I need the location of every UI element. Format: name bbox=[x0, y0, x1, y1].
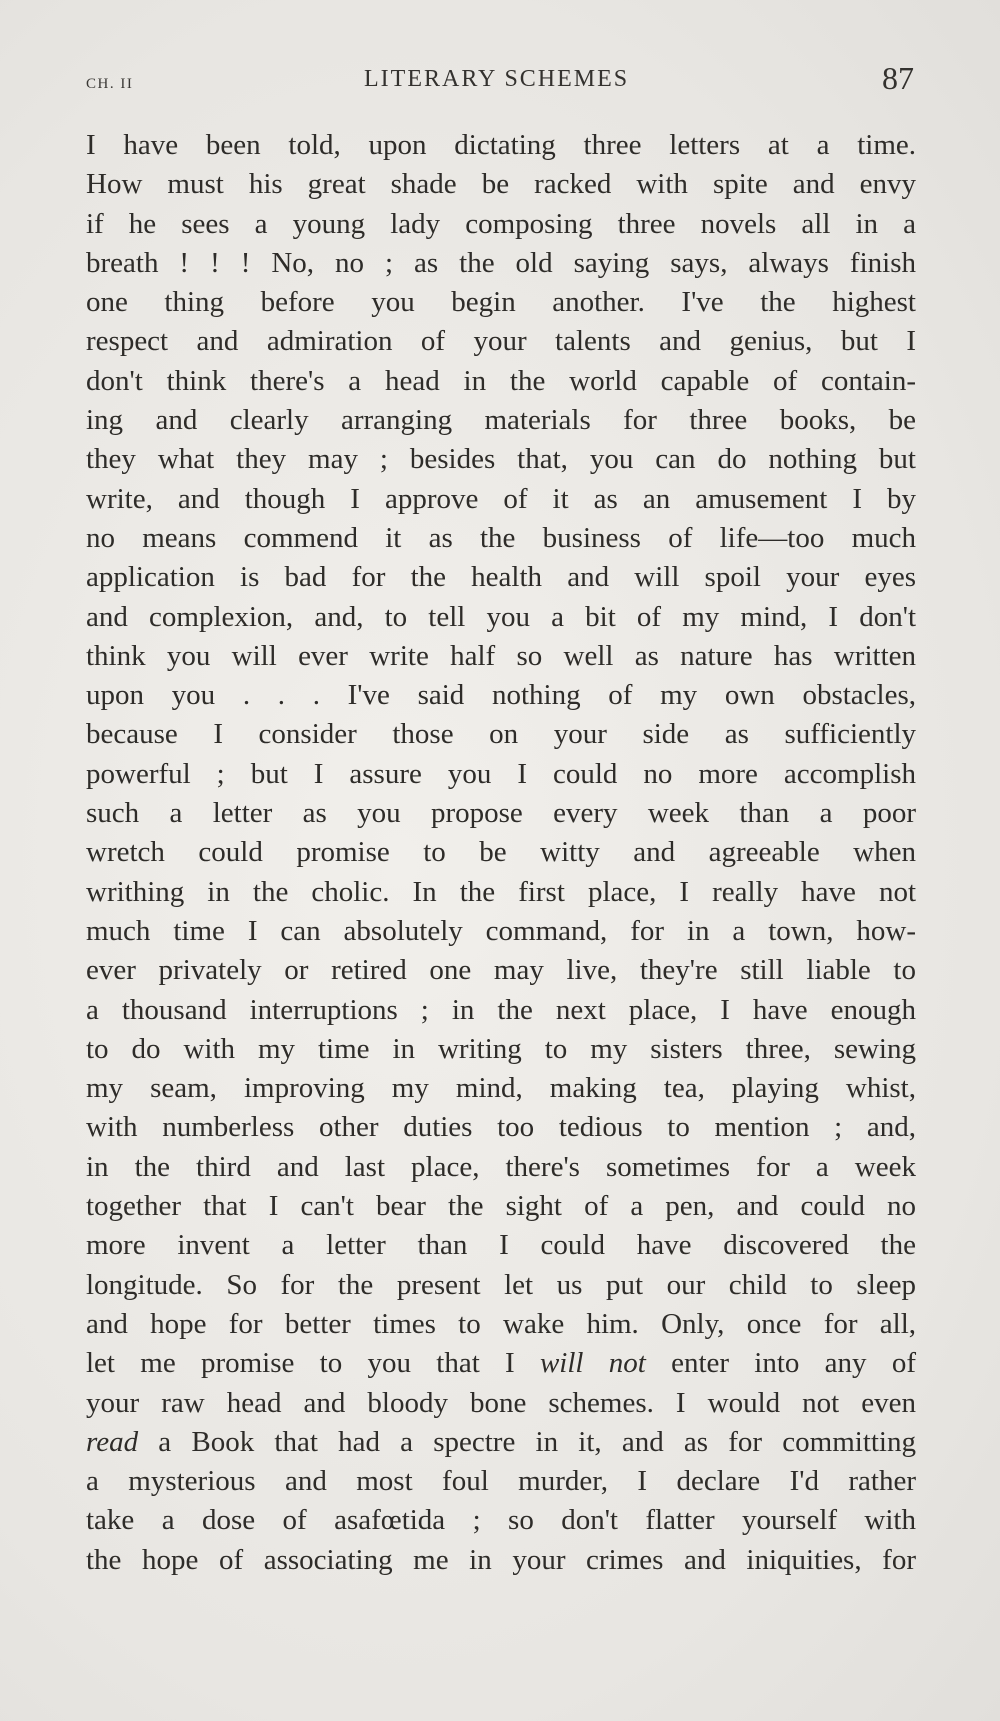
text-line: much time I can absolutely command, for in a town, how- bbox=[86, 914, 916, 947]
text-line: the hope of associating me in your crimes and iniquities, for bbox=[86, 1543, 916, 1576]
text-line: one thing before you begin another. I've the highest bbox=[86, 286, 916, 319]
text-run: let me promise to you that I bbox=[86, 1347, 540, 1380]
text-line: they what they may ; besides that, you can do nothing but bbox=[86, 443, 916, 476]
body-text bbox=[86, 126, 916, 1580]
text-line: my seam, improving my mind, making tea, playing whist, bbox=[86, 1072, 916, 1105]
text-line: to do with my time in writing to my sisters three, sewing bbox=[86, 1032, 916, 1065]
running-title: LITERARY SCHEMES bbox=[364, 66, 630, 92]
text-line: writhing in the cholic. In the first place, I really have not bbox=[86, 875, 916, 908]
text-run: a Book that had a spectre in it, and as for committing bbox=[138, 1425, 916, 1458]
text-line: and hope for better times to wake him. Only, once for all, bbox=[86, 1307, 916, 1340]
text-line: breath ! ! ! No, no ; as the old saying says, always finish bbox=[86, 246, 916, 279]
text-line: with numberless other duties too tedious to mention ; and, bbox=[86, 1111, 916, 1144]
text-line: if he sees a young lady composing three novels all in a bbox=[86, 207, 916, 240]
text-line: no means commend it as the business of life—too much bbox=[86, 521, 916, 554]
text-line: a mysterious and most foul murder, I declare I'd rather bbox=[86, 1465, 916, 1498]
text-line: How must his great shade be racked with spite and envy bbox=[86, 168, 916, 201]
running-head bbox=[86, 62, 916, 102]
text-line-with-italic bbox=[86, 1423, 916, 1462]
italic-emphasis: read bbox=[86, 1425, 139, 1458]
text-line-with-italic bbox=[86, 1344, 916, 1383]
text-run: enter into any of bbox=[645, 1347, 916, 1380]
text-line: I have been told, upon dictating three letters at a time. bbox=[86, 129, 916, 161]
text-line: because I consider those on your side as sufficiently bbox=[86, 718, 916, 751]
italic-emphasis: will not bbox=[539, 1347, 646, 1380]
text-line: more invent a letter than I could have discovered the bbox=[86, 1229, 916, 1262]
text-line: think you will ever write half so well as nature has written bbox=[86, 639, 916, 672]
text-line: in the third and last place, there's sometimes for a week bbox=[86, 1150, 916, 1183]
text-line: don't think there's a head in the world capable of contain- bbox=[86, 364, 916, 397]
text-line: your raw head and bloody bone schemes. I would not even bbox=[86, 1386, 916, 1419]
text-line: powerful ; but I assure you I could no more accomplish bbox=[86, 757, 916, 790]
text-line: ing and clearly arranging materials for three books, be bbox=[86, 404, 916, 437]
text-line: longitude. So for the present let us put our child to sleep bbox=[86, 1268, 916, 1301]
text-line: take a dose of asafœtida ; so don't flatter yourself with bbox=[86, 1504, 916, 1537]
text-line: together that I can't bear the sight of a pen, and could no bbox=[86, 1190, 916, 1223]
chapter-label: CH. II bbox=[86, 76, 134, 92]
text-line: wretch could promise to be witty and agreeable when bbox=[86, 836, 916, 869]
text-line: application is bad for the health and will spoil your eyes bbox=[86, 561, 916, 594]
text-line: ever privately or retired one may live, they're still liable to bbox=[86, 954, 916, 987]
text-line: a thousand interruptions ; in the next place, I have enough bbox=[86, 993, 916, 1026]
text-line: respect and admiration of your talents and genius, but I bbox=[86, 325, 916, 358]
text-line: upon you . . . I've said nothing of my own obstacles, bbox=[86, 679, 916, 712]
text-line: such a letter as you propose every week than a poor bbox=[86, 797, 916, 830]
text-line: and complexion, and, to tell you a bit of my mind, I don't bbox=[86, 600, 916, 633]
text-line: write, and though I approve of it as an amusement I by bbox=[86, 482, 916, 515]
page-number: 87 bbox=[882, 60, 914, 96]
